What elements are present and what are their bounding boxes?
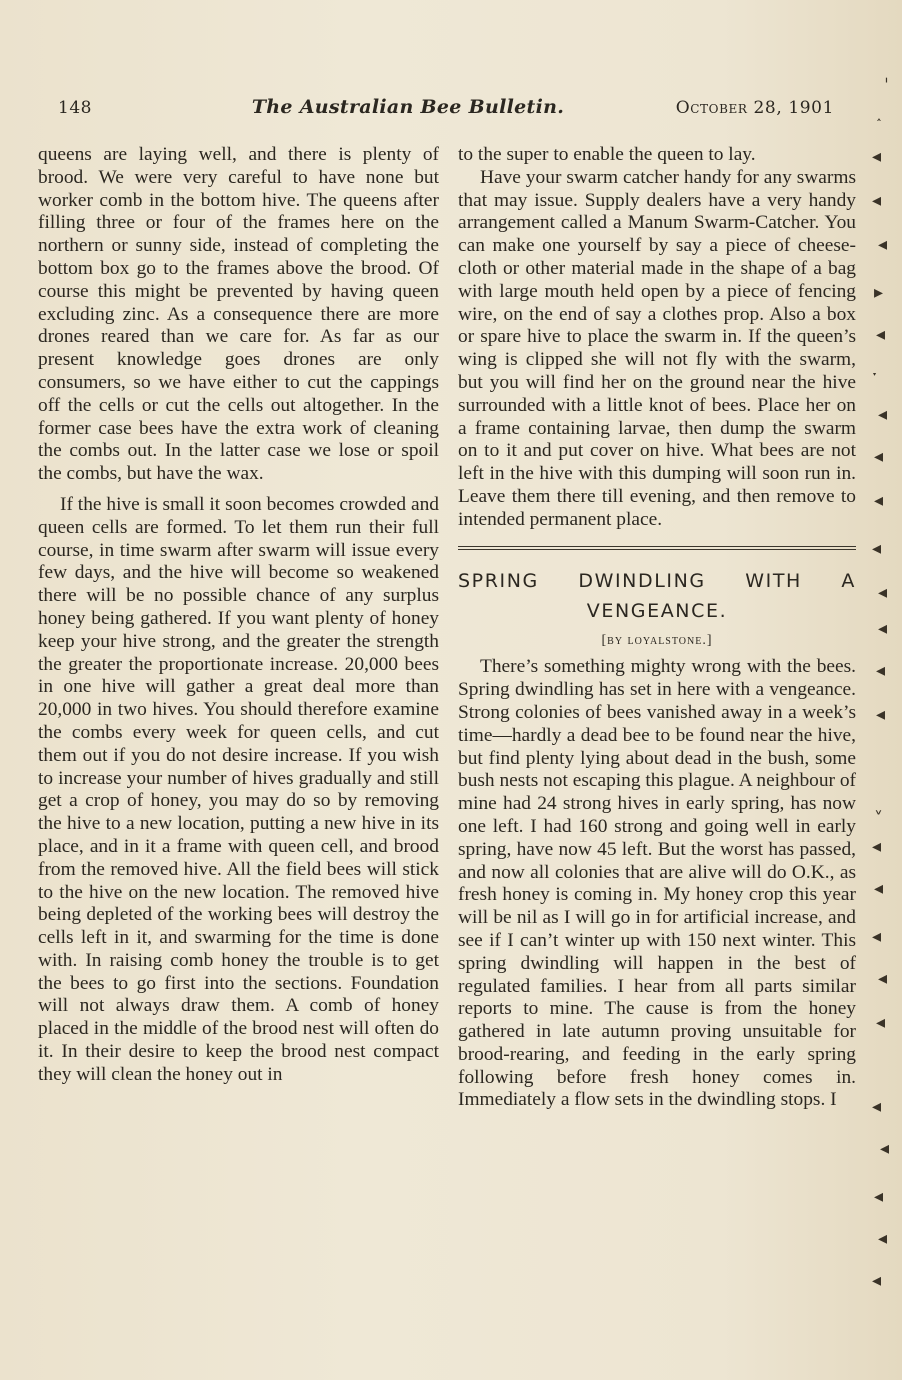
edge-mark-icon: ˑ [872, 366, 879, 387]
edge-mark-icon: ◂ [872, 1096, 882, 1117]
edge-mark-icon: ◂ [876, 324, 886, 345]
edge-mark-icon: ˌ [884, 64, 889, 85]
page-number: 148 [58, 98, 92, 118]
edge-mark-icon: ◂ [878, 1228, 888, 1249]
edge-mark-icon: ◂ [872, 926, 882, 947]
edge-mark-icon: ◂ [872, 190, 882, 211]
article-body: There’s something mighty wrong with the bees. Spring dwindling has set in here with a vengeance. Strong colonies of bees vanished away in a week’s time—hardly a dead bee to be found near the hive, but find plenty lying about dead in the bush, some bush nests not escaping this plague. A neighbour of mine had 24 strong hives in early spring, has now one left. I had 160 strong and going well in early spring, have now 45 left. But the worst has passed, and now all colonies that are alive will do O.K., as fresh honey is coming in. My honey crop this year will be nil as I will go in for artificial increase, and see if I can’t winter up with 150 next winter. This spring dwindling will happen in the best of regulated families. I hear from all parts similar reports to mine. The cause is from the honey gathered in late autumn proving unsuitable for brood-rearing, and feeding in the early spring following before fresh honey comes in. Immediately a flow sets in the dwindling stops. I [458, 656, 856, 1111]
paragraph: queens are laying well, and there is plenty of brood. We were very careful to have none but worker comb in the bottom hive. The queens after filling three or four of the frames here on the northern or sunny side, instead of completing the bottom box go to the frames above the brood. Of course this might be prevented by having queen excluding zinc. As a consequence there are more drones reared than we care for. As far as our present knowledge goes drones are only consumers, so we have either to cut the cappings off the cells or cut the cells out altogether. In the former case bees have the extra work of cleaning the combs out. In the latter case we lose or spoil the combs, but have the wax. [38, 144, 439, 485]
edge-mark-icon: ◂ [876, 704, 886, 725]
edge-mark-icon: ˰ [876, 102, 882, 123]
running-header [58, 98, 838, 126]
article-heading-line-2: VENGEANCE. [586, 599, 728, 622]
edge-mark-icon: ◂ [878, 968, 888, 989]
edge-mark-icon: ◂ [872, 146, 882, 167]
edge-mark-icon: ◂ [874, 1186, 884, 1207]
paragraph: Have your swarm catcher handy for any swarms that may issue. Supply dealers have a very handy arrangement called a Manum Swarm-Catcher. You can make one yourself by say a piece of cheese-cloth or other material made in the shape of a bag with large mouth held open by a piece of fencing wire, on the end of say a clothes prop. Also a box or spare hive to place the swarm in. If the queen’s wing is clipped she will not fly with the swarm, but you will find her on the ground near the hive surrounded with a little knot of bees. Place her on a frame containing larvae, then dump the swarm on to it and put cover on hive. What bees are not left in the hive with this dumping will soon run in. Leave them there till evening, and then remove to intended permanent place. [458, 166, 856, 530]
edge-mark-icon: ◂ [878, 582, 888, 603]
edge-mark-icon: ◂ [878, 234, 888, 255]
edge-mark-icon: ◂ [872, 538, 882, 559]
edge-mark-icon: ◂ [876, 660, 886, 681]
paragraph: to the super to enable the queen to lay. [458, 144, 756, 165]
edge-mark-icon: ◂ [878, 618, 888, 639]
section-divider [458, 546, 856, 550]
right-column [458, 144, 856, 1112]
edge-mark-icon: ◂ [872, 836, 882, 857]
article-heading [458, 566, 856, 626]
edge-mark-icon: ◂ [880, 1138, 890, 1159]
edge-mark-icon: ◂ [874, 878, 884, 899]
edge-mark-icon: ◂ [878, 404, 888, 425]
left-column [38, 144, 439, 1087]
byline: [by loyalstone.] [601, 632, 713, 648]
edge-mark-icon: ▸ [874, 282, 884, 303]
paragraph: If the hive is small it soon becomes crowded and queen cells are formed. To let them run their full course, in time swarm after swarm will issue every few days, and the hive will become so weakened there will be no possible chance of any surplus honey being gathered. If you want plenty of honey keep your hive strong, and the greater the strength the greater the proportionate increase. 20,000 bees in one hive will gather a great deal more than 20,000 in two hives. You should therefore examine the combs every week for queen cells, and cut them out if you do not desire increase. If you wish to increase your number of hives gradually and still get a crop of honey, you may do so by removing the hive to a new location, putting a new hive in its place, and in it a frame with queen cell, and brood from the removed hive. All the field bees will stick to the hive on the new location. The removed hive being depleted of the working bees will destroy the cells left in it, and swarming for the time is done with. In raising comb honey the trouble is to get the bees to go first into the sections. Foundation will not always draw them. A comb of honey placed in the middle of the brood nest will often do it. In their desire to keep the brood nest compact they will clean the honey out in [38, 493, 439, 1085]
edge-mark-icon: ◂ [874, 446, 884, 467]
issue-date: October 28, 1901 [675, 98, 834, 118]
edge-mark-icon: ˬ [874, 794, 883, 815]
journal-title: The Australian Bee Bulletin. [251, 96, 565, 118]
article-heading-line-1: SPRING DWINDLING WITH A [458, 569, 856, 592]
edge-mark-icon: ◂ [874, 490, 884, 511]
edge-mark-icon: ◂ [876, 1012, 886, 1033]
edge-mark-icon: ◂ [872, 1270, 882, 1291]
page-edge-arrow-marks [862, 0, 902, 1380]
